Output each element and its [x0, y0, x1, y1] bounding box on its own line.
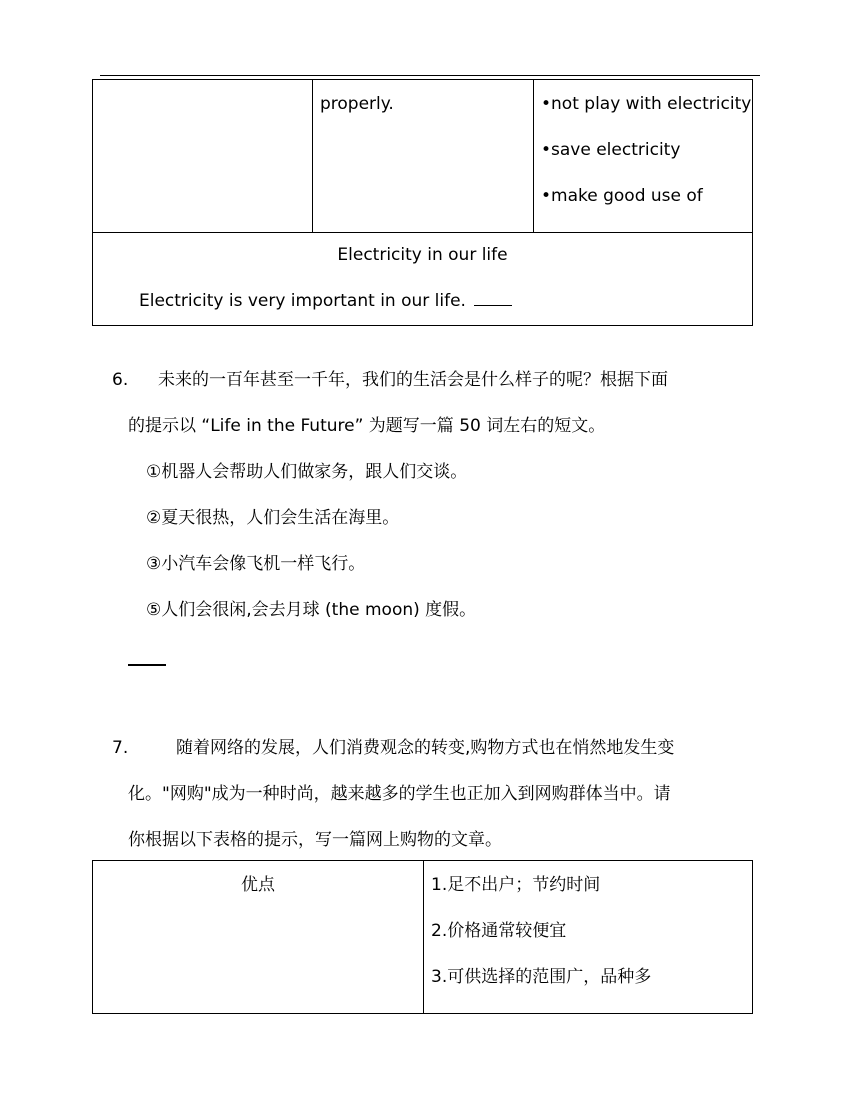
top-rule: [100, 75, 760, 76]
electricity-table: [92, 79, 753, 326]
q7-line2: 化。"网购"成为一种时尚，越来越多的学生也正加入到网购群体当中。请: [128, 784, 671, 804]
q7-line1: 随着网络的发展，人们消费观念的转变,购物方式也在悄然地发生变: [176, 738, 675, 758]
cell-text: properly.: [320, 94, 394, 114]
q6-item: ③小汽车会像飞机一样飞行。: [146, 554, 366, 574]
answer-blank[interactable]: [128, 664, 166, 666]
q6-line1: 未来的一百年甚至一千年，我们的生活会是什么样子的呢？根据下面: [158, 370, 668, 390]
advantage-item: 2.价格通常较便宜: [431, 921, 567, 941]
essay-cell: [93, 233, 753, 326]
q7-number: 7.: [112, 738, 129, 758]
advantages-label: 优点: [241, 875, 275, 895]
essay-text: Electricity is very important in our life.: [139, 291, 466, 311]
advantages-table: [92, 860, 753, 1014]
q6-number: 6.: [112, 370, 129, 390]
bullet-item: •make good use of: [541, 186, 703, 206]
q6-item: ①机器人会帮助人们做家务，跟人们交谈。: [146, 462, 468, 482]
answer-blank[interactable]: [474, 291, 512, 306]
q6-item: ⑤人们会很闲,会去月球 (the moon) 度假。: [146, 600, 477, 620]
q7-line3: 你根据以下表格的提示，写一篇网上购物的文章。: [128, 830, 502, 850]
advantage-item: 1.足不出户；节约时间: [431, 875, 601, 895]
table-cell-bullets: [534, 80, 753, 233]
items-cell: [424, 861, 753, 1014]
bullet-item: •save electricity: [541, 140, 681, 160]
essay-title: Electricity in our life: [337, 245, 508, 265]
q6-item: ②夏天很热，人们会生活在海里。: [146, 508, 400, 528]
advantage-item: 3.可供选择的范围广，品种多: [431, 967, 652, 987]
table-cell-empty: [93, 80, 313, 233]
header-cell: [93, 861, 424, 1014]
table-cell: [313, 80, 534, 233]
bullet-item: •not play with electricity: [541, 94, 752, 114]
q6-line2: 的提示以 “Life in the Future” 为题写一篇 50 词左右的短文。: [128, 416, 606, 436]
